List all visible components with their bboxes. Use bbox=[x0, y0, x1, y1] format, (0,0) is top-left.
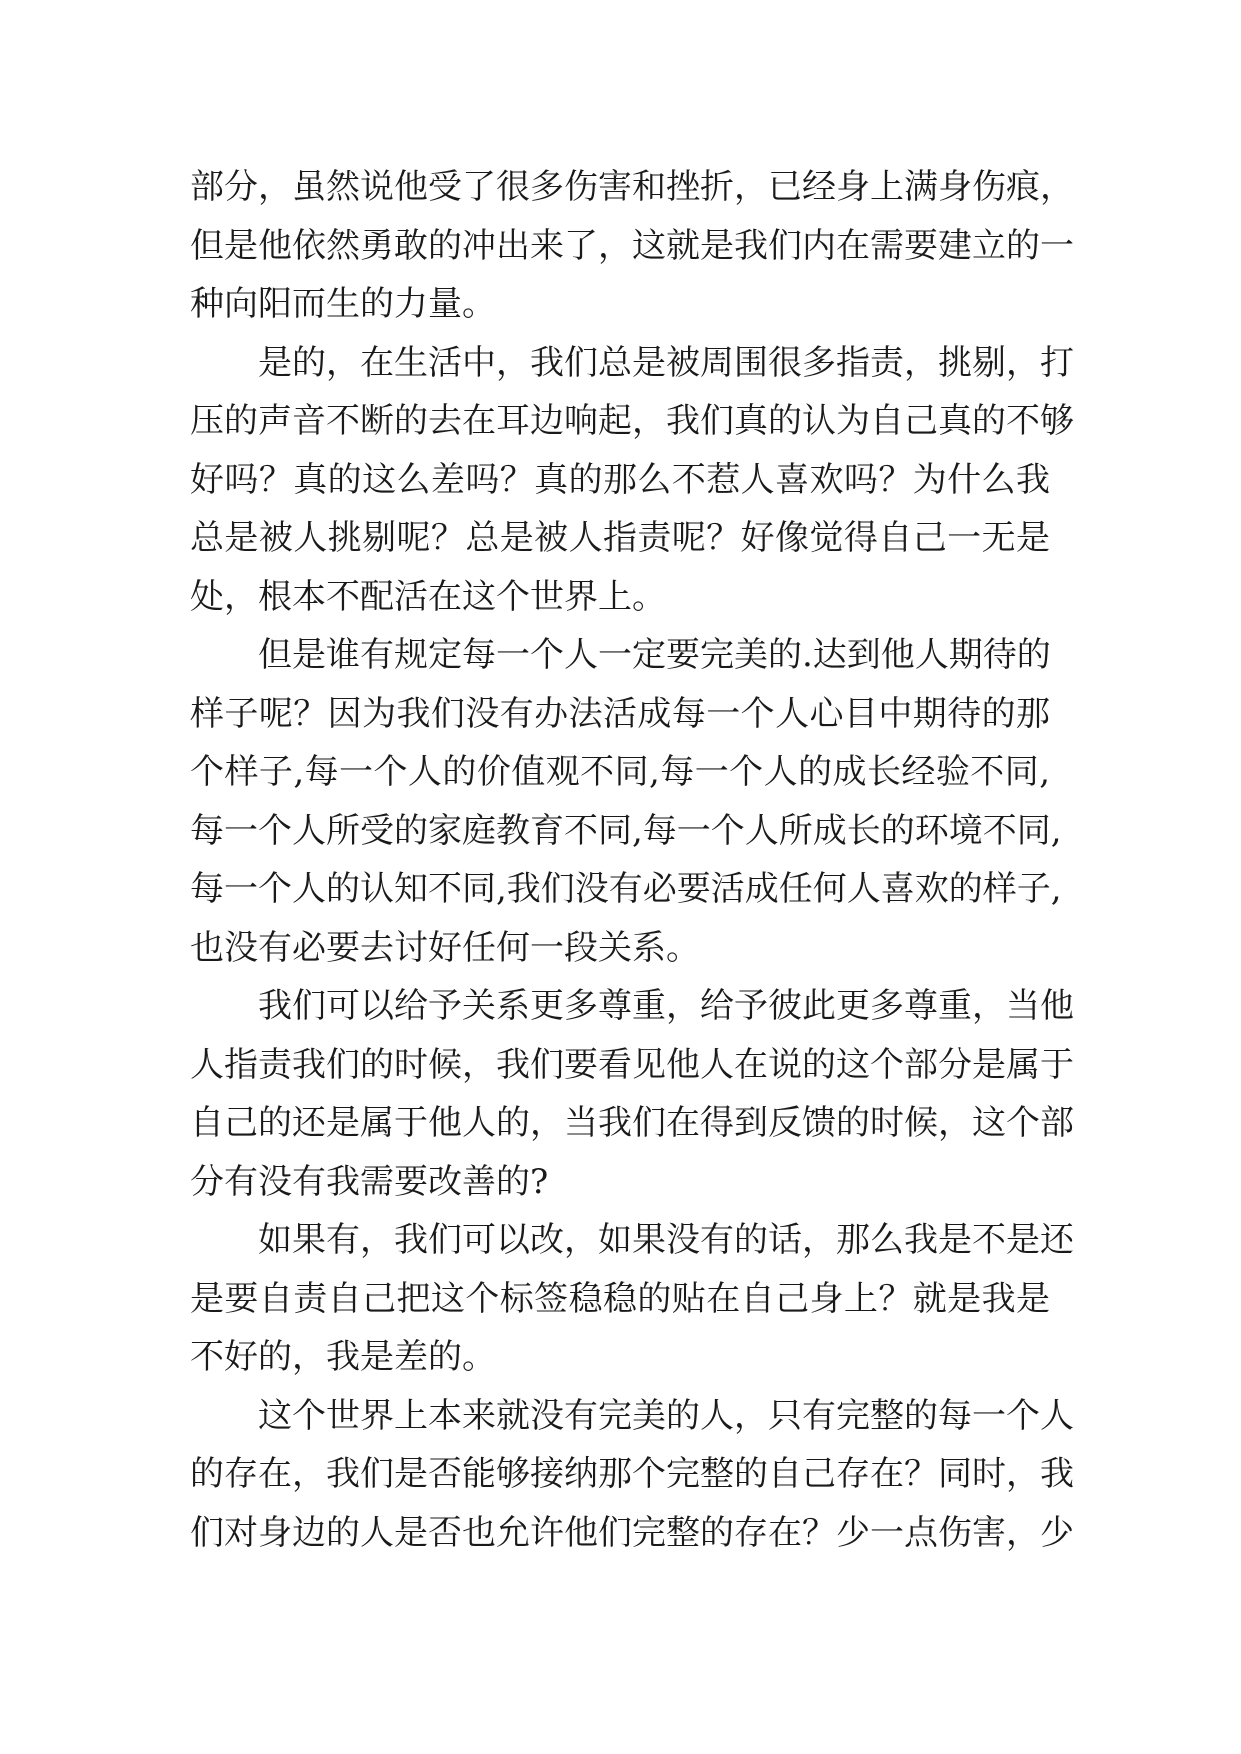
text-line: 每一个人所受的家庭教育不同,每一个人所成长的环境不同, bbox=[190, 810, 1062, 851]
text-line: 部分，虽然说他受了很多伤害和挫折，已经身上满身伤痕， bbox=[190, 167, 1074, 207]
text-line: 总是被人挑剔呢？总是被人指责呢？好像觉得自己一无是 bbox=[190, 518, 1050, 558]
text-line: 好吗？真的这么差吗？真的那么不惹人喜欢吗？为什么我 bbox=[190, 459, 1050, 500]
text-line: 是要自责自己把这个标签稳稳的贴在自己身上？就是我是 bbox=[190, 1278, 1050, 1319]
text-line: 们对身边的人是否也允许他们完整的存在？少一点伤害，少 bbox=[190, 1512, 1074, 1553]
text-line: 样子呢？因为我们没有办法活成每一个人心目中期待的那 bbox=[190, 693, 1050, 734]
text-line: 也没有必要去讨好任何一段关系。 bbox=[190, 927, 700, 968]
text-line: 是的，在生活中，我们总是被周围很多指责，挑剔，打 bbox=[258, 342, 1074, 383]
text-line: 如果有，我们可以改，如果没有的话，那么我是不是还 bbox=[258, 1220, 1074, 1260]
text-line: 自己的还是属于他人的，当我们在得到反馈的时候，这个部 bbox=[190, 1103, 1074, 1143]
text-line: 但是他依然勇敢的冲出来了，这就是我们内在需要建立的一 bbox=[190, 225, 1074, 266]
text-line: 压的声音不断的去在耳边响起，我们真的认为自己真的不够 bbox=[190, 401, 1074, 441]
text-line: 每一个人的认知不同,我们没有必要活成任何人喜欢的样子, bbox=[190, 869, 1062, 909]
body-text bbox=[190, 158, 1074, 1562]
text-line: 但是谁有规定每一个人一定要完美的.达到他人期待的 bbox=[258, 635, 1051, 675]
text-line: 不好的，我是差的。 bbox=[190, 1337, 496, 1377]
text-line: 人指责我们的时候，我们要看见他人在说的这个部分是属于 bbox=[190, 1044, 1074, 1085]
text-line: 处，根本不配活在这个世界上。 bbox=[190, 576, 666, 617]
text-line: 分有没有我需要改善的? bbox=[190, 1161, 549, 1202]
text-line: 我们可以给予关系更多尊重，给予彼此更多尊重，当他 bbox=[258, 986, 1074, 1026]
text-line: 种向阳而生的力量。 bbox=[190, 284, 496, 324]
text-line: 这个世界上本来就没有完美的人，只有完整的每一个人 bbox=[258, 1395, 1074, 1436]
text-line: 个样子,每一个人的价值观不同,每一个人的成长经验不同, bbox=[190, 752, 1050, 792]
text-line: 的存在，我们是否能够接纳那个完整的自己存在？同时，我 bbox=[190, 1454, 1074, 1494]
